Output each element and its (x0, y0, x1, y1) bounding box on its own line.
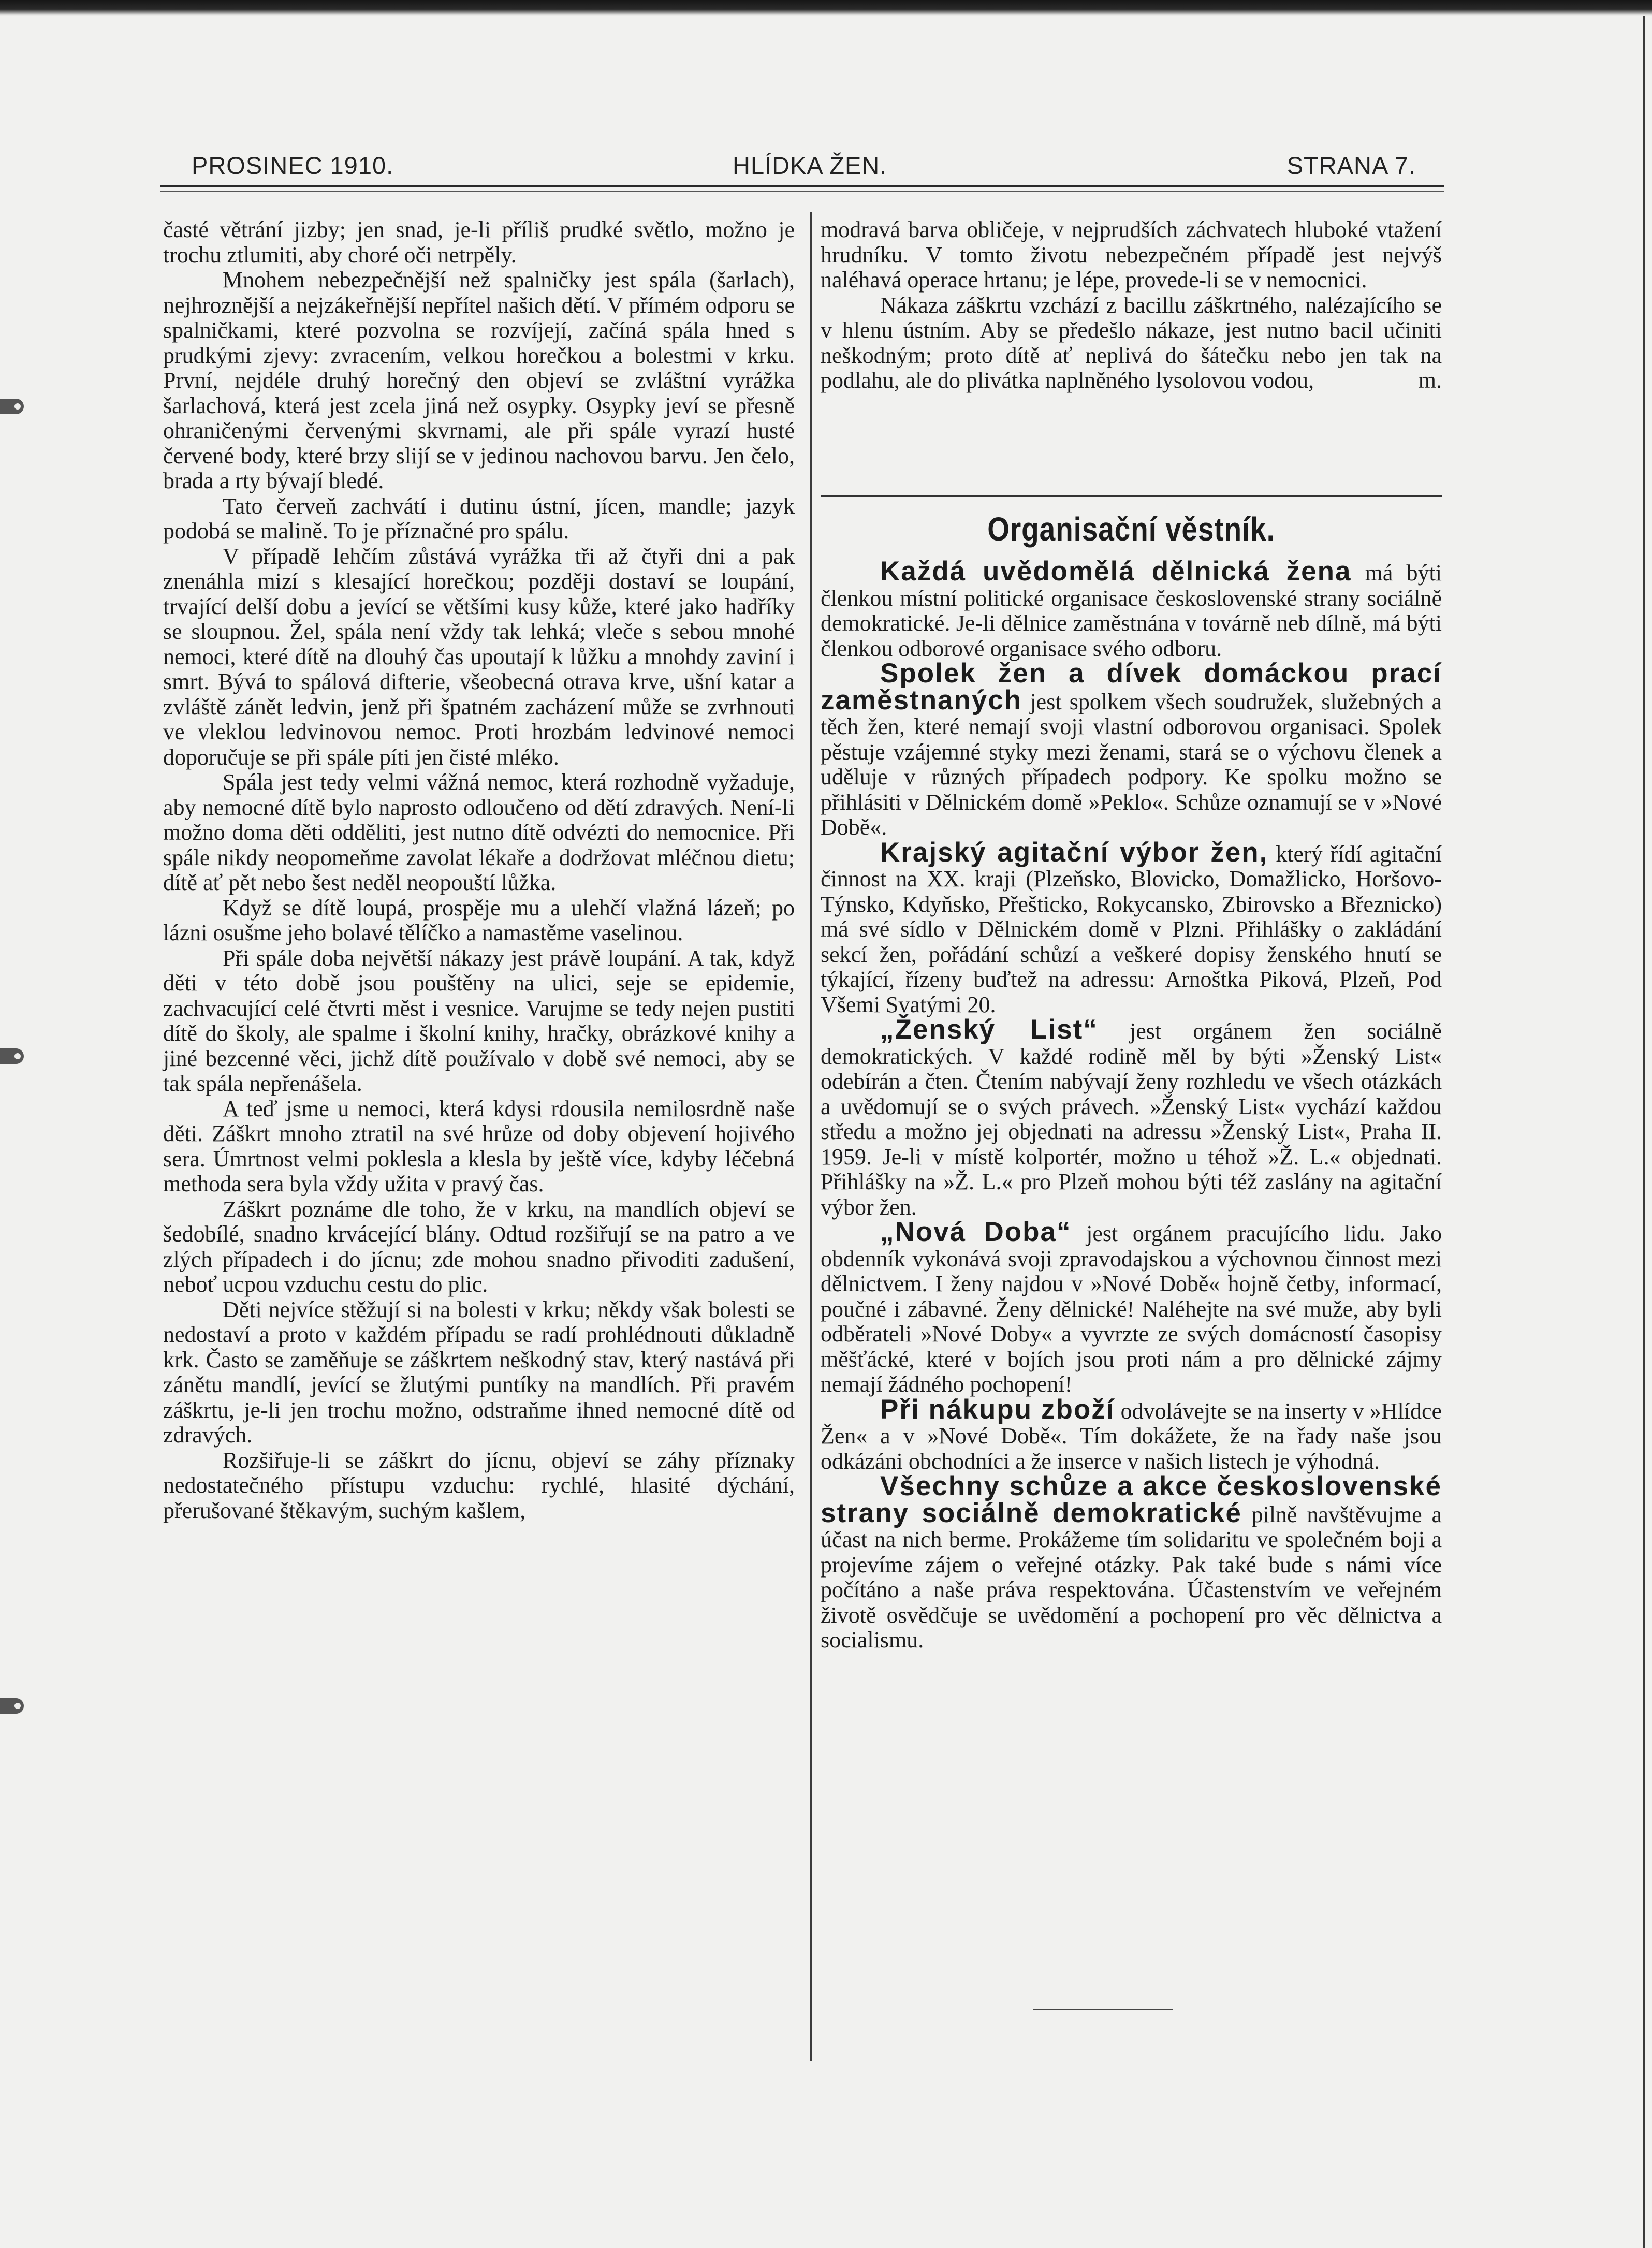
paragraph: A teď jsme u nemoci, která kdysi rdousila nemilosrdně naše děti. Záškrt mnoho ztratil na své hrůze od doby objevení hojivého sera. Úmrtnost velmi poklesla a klesla by ještě více, kdyby léčebná methoda sera byla vždy užita v pravý čas. (163, 1096, 795, 1196)
paragraph (821, 293, 1442, 393)
paragraph: V případě lehčím zůstává vyrážka tři až čtyři dni a pak znenáhla mizí s klesající horečkou; později dostaví se loupání, trvající delší dobu a jevící se většími kusy kůže, které jako hadříky se sloupnou. Žel, spála není vždy tak lehká; vleče s sebou mnohé nemoci, které dítě na dlouhý čas upoutají k lůžku a mnohdy zaviní i smrt. Bývá to spálová difterie, všeobecná otrava krve, ušní katar a zvláště zánět ledvin, jenž při špatném zacházení může se zvrhnouti ve vleklou ledvinovou nemoc. Proti hrozbám ledvinové nemoci doporučuje se při spále píti jen čisté mléko. (163, 543, 795, 770)
notice-heading: Všechny schůze a akce československé strany sociálně demokratické (821, 1471, 1442, 1528)
notice-body: má býti členkou místní politické organisace československé strany sociálně demokratické. Je-li dělnice zaměstnána v továrně neb dílně, má býti členkou odborové organisace svého odboru. (821, 560, 1442, 661)
running-header (192, 151, 1416, 182)
notice-body: který řídí agitační činnost na XX. kraji (Plzeňsko, Blovicko, Domažlicko, Horšovo-Týnsko, Kdyňsko, Přešticko, Rokycansko, Zbirovsko a Březnicko) má své sídlo v Dělnickém domě v Plzni. Přihlášky o zakládání sekcí žen, pořádání schůzí a veškeré dopisy ženského hnutí se týkající, řízeny buďtež na adressu: Arnoštka Piková, Plzeň, Pod Všemi Svatými 20. (821, 841, 1442, 1017)
paragraph: Tato červeň zachvátí i dutinu ústní, jícen, mandle; jazyk podobá se malině. To je příznačné pro spálu. (163, 493, 795, 544)
notice-body: pilně navštěvujme a účast na nich berme. Prokážeme tím solidaritu ve společném boji a projevíme zájem o veřejné otázky. Pak také bude s námi více počítáno a naše práva respektována. Účastenstvím ve veřejném životě osvědčuje se uvědomění a pochopení pro věc dělnictva a socialismu. (821, 1501, 1442, 1653)
paragraph: Spála jest tedy velmi vážná nemoc, která rozhodně vyžaduje, aby nemocné dítě bylo naprosto odloučeno od dětí zdravých. Není-li možno doma děti odděliti, jest nutno dítě odvézti do nemocnice. Při spále nikdy neopomeňme zavolat lékaře a dodržovat mléčnou dietu; dítě ať pět nebo šest neděl neopouští lůžka. (163, 769, 795, 895)
section-rule (821, 495, 1442, 497)
notice (821, 1014, 1442, 1220)
notice-body: jest spolkem všech soudružek, služebných a těch žen, které nemají svoji vlastní odborovou organisaci. Spolek pěstuje vzájemné styky mezi ženami, stará se o výchovu členek a uděluje v různých případech podpory. Ke spolku možno se přihlásiti v Dělnickém domě »Peklo«. Schůze oznamují se v »Nové Době«. (821, 689, 1442, 840)
section-title: Organisační věstník. (987, 510, 1275, 548)
notice-heading: Krajský agitační výbor žen, (880, 837, 1268, 868)
binding-hole-icon (0, 399, 24, 414)
notice (821, 556, 1442, 661)
notice-body: jest orgánem pracujícího lidu. Jako obdenník vykonává svoji zpravodajskou a výchovnou činnost mezi dělnictvem. I ženy najdou v »Nové Době« hojně četby, informací, poučné i zábavné. Ženy dělnické! Naléhejte na své muže, aby byli odběrateli »Nové Doby« a vyvrzte ze svých domácností časopisy měšťácké, které v bojích jsou proti nám a pro dělnické zájmy nemají žádného pochopení! (821, 1221, 1442, 1397)
notice (821, 658, 1442, 840)
notice-body: odvolávejte se na inserty v »Hlídce Žen« a v »Nové Době«. Tím dokážete, že na řady naše jsou odkázáni obchodníci a že inserce v našich listech je výhodná. (821, 1398, 1442, 1474)
binding-hole-icon (0, 1698, 24, 1714)
notice-body: jest orgánem žen sociálně demokratických. V každé rodině měl by býti »Ženský List« odebírán a čten. Čtením nabývají ženy rozhledu ve všech otázkách a uvědomují se o svých právech. »Ženský List« vychází každou středu a možno jej objednati na adressu »Ženský List«, Praha II. 1959. Je-li v místě kolportér, možno u téhož »Ž. L.« objednati. Přihlášky na »Ž. L.« pro Plzeň mohou býti též zaslány na agitační výbor žen. (821, 1018, 1442, 1220)
notice-heading: „Nová Doba“ (880, 1217, 1072, 1247)
author-initial: m. (1418, 368, 1442, 393)
column-divider (810, 212, 812, 2061)
notice (821, 1394, 1442, 1475)
header-publication: HLÍDKA ŽEN. (733, 152, 887, 179)
notices-section (821, 556, 1442, 1653)
right-column-article-end (821, 217, 1442, 393)
paragraph: Při spále doba největší nákazy jest právě loupání. A tak, když děti v této době jsou pouštěny na ulici, seje se epidemie, zachvacující celé čtvrti měst i vesnice. Varujme se tedy nejen pustiti dítě do školy, ale spalme i školní knihy, hračky, obrázkové knihy a jiné bezcenné věci, jichž dítě používalo v době své nemoci, aby se tak spála nepřenášela. (163, 945, 795, 1096)
paragraph: Děti nejvíce stěžují si na bolesti v krku; někdy však bolesti se nedostaví a proto v každém případu se radí prohlédnouti důkladně krk. Často se zaměňuje se záškrtem neškodný stav, který nastává při zánětu mandlí, jevící se žlutými puntíky na mandlích. Při pravém záškrtu, je-li jen trochu možno, odstraňme ihned nemocné dítě od zdravých. (163, 1296, 795, 1448)
binding-hole-icon (0, 1048, 24, 1064)
left-column-article (163, 217, 795, 1523)
notice (821, 1471, 1442, 1653)
notice-heading: „Ženský List“ (880, 1014, 1098, 1045)
header-page-number: STRANA 7. (1286, 152, 1416, 179)
notice-heading: Spolek žen a dívek domáckou prací zaměstnaných (821, 658, 1442, 716)
paragraph: modravá barva obličeje, v nejprudších záchvatech hluboké vtažení hrudníku. V tomto životu nebezpečném případě jest nejvýš naléhavá operace hrtanu; je lépe, provede-li se v nemocnici. (821, 217, 1442, 293)
notice (821, 1217, 1442, 1397)
notice-heading: Každá uvědomělá dělnická žena (880, 556, 1352, 587)
scan-top-edge (0, 0, 1652, 16)
end-rule (1033, 2009, 1173, 2010)
notice-heading: Při nákupu zboží (880, 1394, 1115, 1425)
paragraph: Záškrt poznáme dle toho, že v krku, na mandlích objeví se šedobílé, snadno krvácející blány. Odtud rozšiřují se na patro a ve zlých případech i do jícnu; zde mohou snadno přivoditi zadušení, neboť ucpou vzduchu cestu do plic. (163, 1196, 795, 1297)
paragraph: Když se dítě loupá, prospěje mu a ulehčí vlažná lázeň; po lázni osušme jeho bolavé tělíčko a namastěme vaselinou. (163, 895, 795, 945)
notice (821, 837, 1442, 1018)
scan-right-edge (1643, 16, 1645, 2248)
header-rule-thin (160, 191, 1444, 192)
paragraph: Rozšiřuje-li se záškrt do jícnu, objeví se záhy příznaky nedostatečného přístupu vzduchu: rychlé, hlasité dýchání, přerušované štěkavým, suchým kašlem, (163, 1447, 795, 1523)
header-date: PROSINEC 1910. (192, 152, 394, 179)
paragraph-text: Nákaza záškrtu vzchází z bacillu záškrtného, nalézajícího se v hlenu ústním. Aby se předešlo nákaze, jest nutno bacil učiniti neškodným; proto dítě ať neplivá do šátečku nebo jen tak na podlahu, ale do plivátka naplněného lysolovou vodou, (821, 292, 1442, 393)
paragraph: časté větrání jizby; jen snad, je-li příliš prudké světlo, možno je trochu ztlumiti, aby choré oči netrpěly. (163, 217, 795, 268)
header-rule (160, 185, 1444, 187)
paragraph: Mnohem nebezpečnější než spalničky jest spála (šarlach), nejhroznější a nejzákeřnější nepřítel našich dětí. V přímém odporu se spalničkami, které pozvolna se rozvíjejí, začíná spála hned s prudkými zjevy: zvracením, velkou horečkou a bolestmi v krku. První, nejdéle druhý horečný den objeví se zvláštní vyrážka šarlachová, která jest zcela jiná než osypky. Osypky jeví se přesně ohraničenými červenými skvrnami, ale při spále vyrazí husté červené body, které brzy slijí se v jedinou nachovou barvu. Jen čelo, brada a rty bývají bledé. (163, 267, 795, 493)
